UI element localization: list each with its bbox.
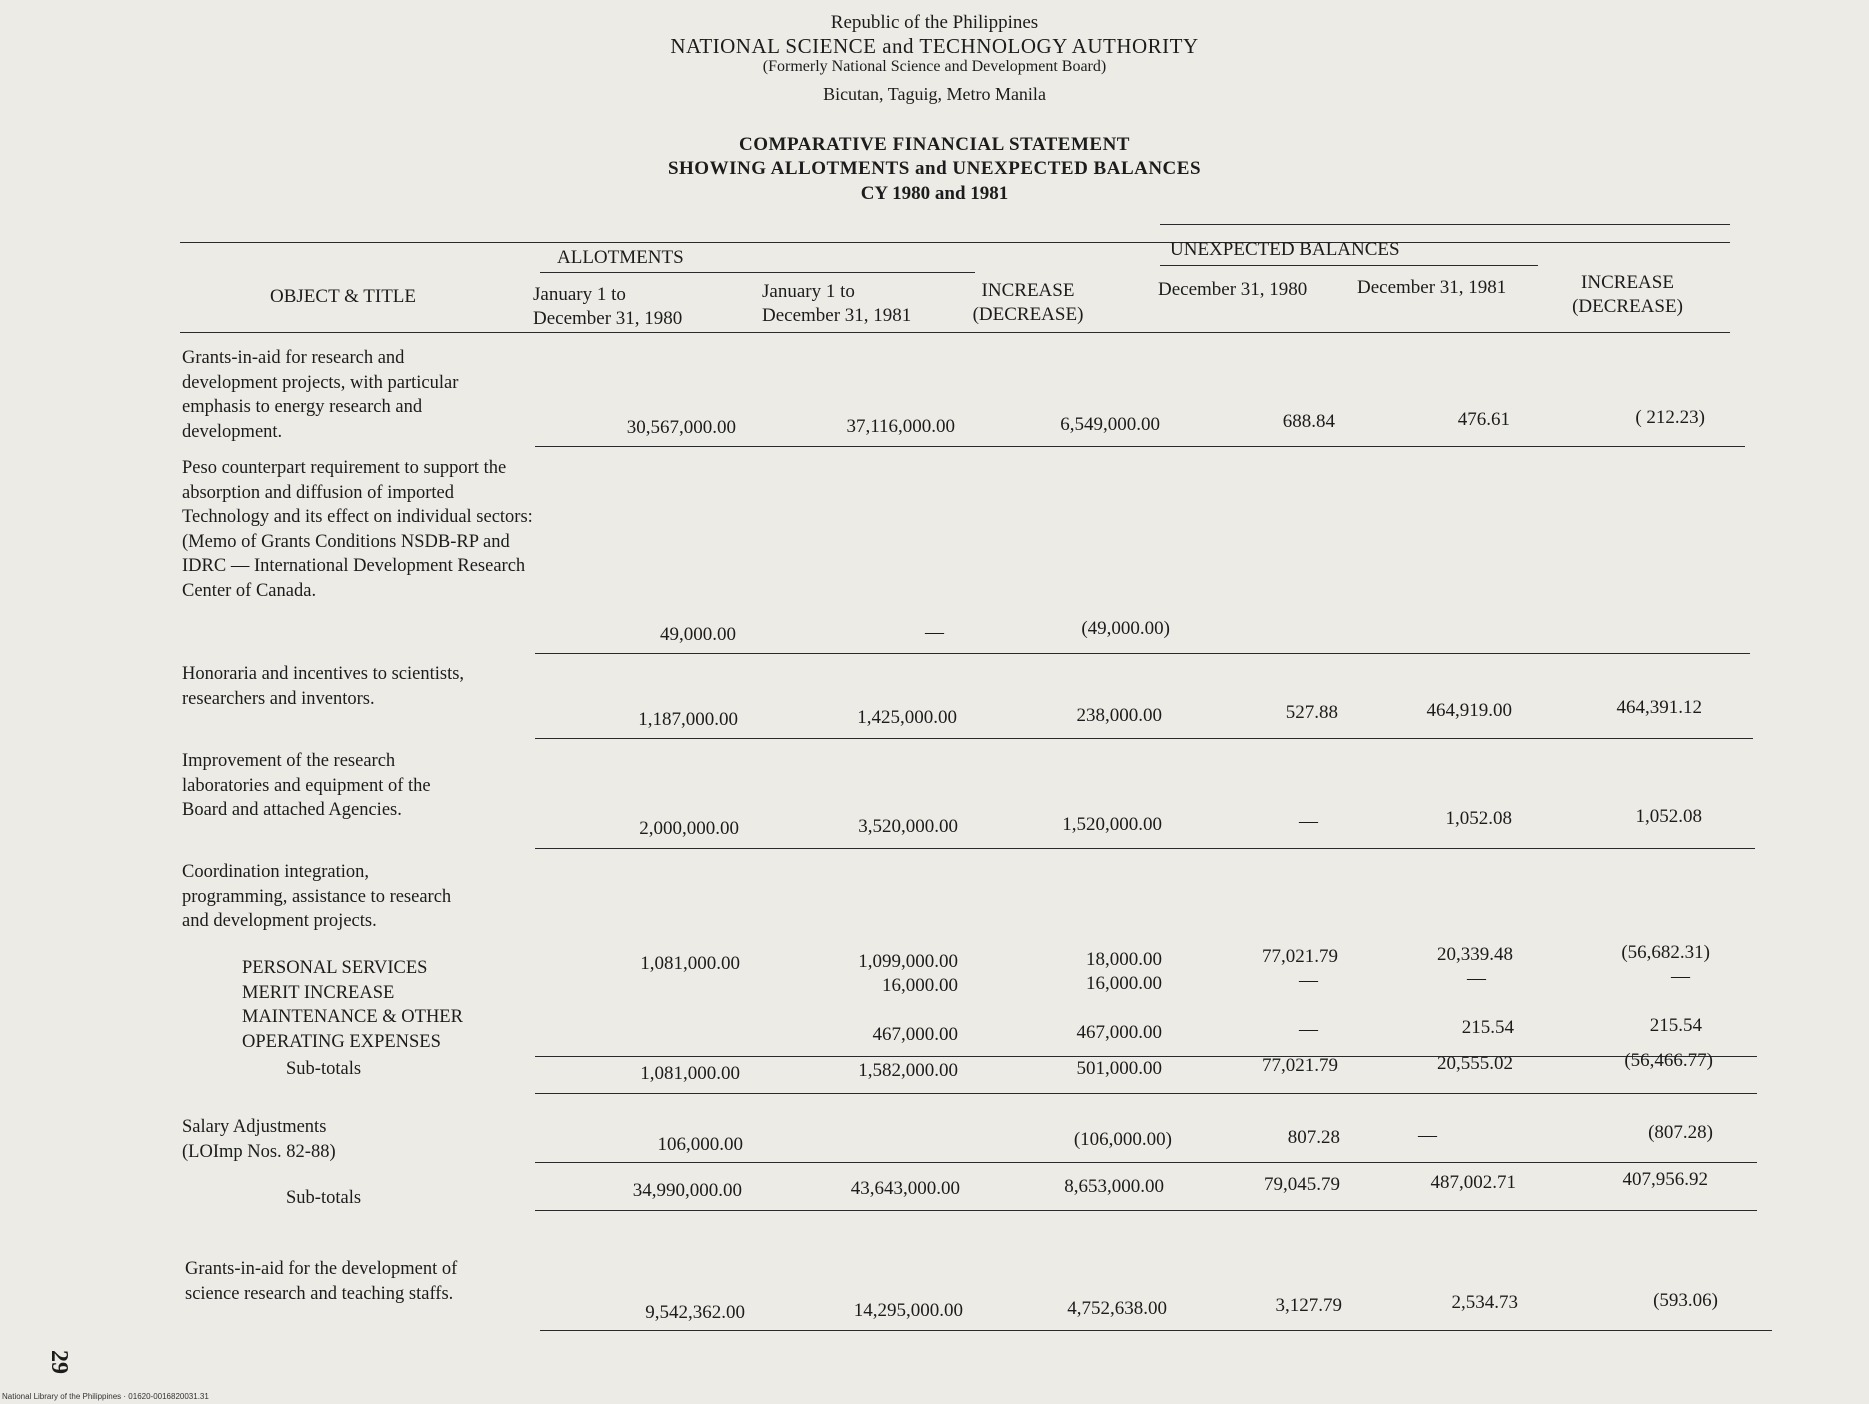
row5-maintenance-label-2: OPERATING EXPENSES — [242, 1031, 441, 1052]
row6-bal-1981: — — [1418, 1125, 1437, 1146]
row5-mo-bal-increase: 215.54 — [1649, 1015, 1702, 1036]
row5-mo-allot-increase: 467,000.00 — [1076, 1022, 1162, 1043]
row5-subtotal-label: Sub-totals — [286, 1059, 362, 1079]
row2-rule — [535, 653, 1750, 654]
row1-label: Grants-in-aid for research and development projects, with particular emphasis to energy research and development. — [182, 348, 459, 442]
col-allot-1981-heading-2: December 31, 1981 — [762, 305, 912, 326]
row6-label — [182, 1115, 442, 1164]
header-bottom-rule — [180, 332, 1730, 333]
row1-bal-increase: ( 212.23) — [1635, 407, 1705, 428]
row5-ps-bal-1981: 20,339.48 — [1437, 944, 1513, 965]
col-allot-1980-heading-2: December 31, 1980 — [533, 308, 683, 329]
row5-mi-allot-1981: 16,000.00 — [882, 975, 958, 996]
object-title-heading: OBJECT & TITLE — [270, 286, 417, 307]
row6-label-1: Salary Adjustments — [182, 1117, 327, 1137]
agency-address: Bicutan, Taguig, Metro Manila — [823, 84, 1046, 104]
subtotal-label: Sub-totals — [286, 1188, 362, 1208]
col-bal-increase-heading-2: (DECREASE) — [1572, 296, 1683, 317]
subtotal-bal-increase: 407,956.92 — [1622, 1169, 1708, 1190]
row2-allot-1980: 49,000.00 — [660, 624, 736, 645]
row2-allot-increase: (49,000.00) — [1081, 618, 1170, 639]
row5-sub-bal-1980: 77,021.79 — [1262, 1055, 1338, 1076]
row4-allot-increase: 1,520,000.00 — [1062, 814, 1162, 835]
row5-mo-bal-1980: — — [1299, 1019, 1318, 1040]
row7-allot-increase: 4,752,638.00 — [1067, 1298, 1167, 1319]
row5-ps-bal-1980: 77,021.79 — [1262, 946, 1338, 967]
row5-mo-allot-1981: 467,000.00 — [872, 1024, 958, 1045]
subtotal-allot-1980: 34,990,000.00 — [632, 1180, 742, 1201]
statement-title-2: SHOWING ALLOTMENTS and UNEXPECTED BALANCES — [667, 158, 1202, 179]
agency-former-name: (Formerly National Science and Development Board) — [762, 58, 1107, 75]
col-bal-1980-heading: December 31, 1980 — [1158, 279, 1308, 300]
row5-ps-allot-increase: 18,000.00 — [1086, 949, 1162, 970]
row1-allot-increase: 6,549,000.00 — [1060, 414, 1160, 435]
row3-allot-1980: 1,187,000.00 — [638, 709, 738, 730]
col-bal-increase-heading-1: INCREASE — [1581, 272, 1674, 293]
agency-name: NATIONAL SCIENCE and TECHNOLOGY AUTHORITY — [670, 34, 1199, 58]
subtotal-allot-1981: 43,643,000.00 — [850, 1178, 960, 1199]
row6-allot-increase: (106,000.00) — [1073, 1129, 1172, 1150]
footer-stamp: National Library of the Philippines · 01620-0016820031.31 — [2, 1392, 209, 1401]
col-allot-1981-heading — [762, 280, 911, 328]
col-allot-1980-heading — [533, 283, 682, 331]
row5-sub-bal-increase: (56,466.77) — [1624, 1050, 1713, 1071]
row4-allot-1981: 3,520,000.00 — [858, 816, 958, 837]
row5-sub-bal-1981: 20,555.02 — [1437, 1053, 1513, 1074]
row2-allot-1981: — — [925, 622, 944, 643]
row4-rule — [535, 848, 1755, 849]
row3-bal-increase: 464,391.12 — [1616, 697, 1702, 718]
row3-rule — [535, 738, 1753, 739]
row4-allot-1980: 2,000,000.00 — [639, 818, 739, 839]
row3-allot-1981: 1,425,000.00 — [857, 707, 957, 728]
row7-bal-1980: 3,127.79 — [1275, 1295, 1342, 1316]
row3-bal-1981: 464,919.00 — [1426, 700, 1512, 721]
allotments-rule — [540, 272, 975, 273]
row5-mi-bal-1980: — — [1299, 970, 1318, 991]
row6-allot-1980: 106,000.00 — [657, 1134, 743, 1155]
row7-bal-1981: 2,534.73 — [1451, 1292, 1518, 1313]
statement-title-3: CY 1980 and 1981 — [860, 183, 1009, 204]
row1-bal-1980: 688.84 — [1282, 411, 1335, 432]
row7-allot-1981: 14,295,000.00 — [853, 1300, 963, 1321]
row4-label: Improvement of the research laboratories and equipment of the Board and attached Agencies. — [182, 751, 431, 820]
row4-bal-increase: 1,052.08 — [1635, 806, 1702, 827]
subtotal-allot-increase: 8,653,000.00 — [1064, 1176, 1164, 1197]
row5-mi-bal-1981: — — [1467, 968, 1486, 989]
row6-bal-increase: (807.28) — [1648, 1122, 1713, 1143]
row7-rule — [540, 1330, 1772, 1331]
page-number: 29 — [46, 1350, 72, 1374]
row5-personal-services-label: PERSONAL SERVICES — [242, 958, 428, 978]
row7-bal-increase: (593.06) — [1653, 1290, 1718, 1311]
col-bal-increase-heading — [1555, 271, 1700, 319]
subtotal-bal-1981: 487,002.71 — [1430, 1172, 1516, 1193]
row4-bal-1980: — — [1299, 811, 1318, 832]
row6-rule — [535, 1162, 1757, 1163]
statement-title-1: COMPARATIVE FINANCIAL STATEMENT — [739, 134, 1130, 155]
col-allot-increase-heading-2: (DECREASE) — [972, 304, 1084, 325]
row1-rule — [535, 446, 1745, 447]
row5-maintenance-label — [242, 1005, 463, 1054]
row5-mo-bal-1981: 215.54 — [1461, 1017, 1514, 1038]
row3-allot-increase: 238,000.00 — [1076, 705, 1162, 726]
col-allot-increase-heading-1: INCREASE — [981, 280, 1075, 301]
row5-subtotal-rule — [535, 1093, 1757, 1094]
balances-rule — [1160, 265, 1538, 266]
republic-line: Republic of the Philippines — [830, 12, 1039, 33]
subtotal-rule — [535, 1210, 1757, 1211]
row3-label: Honoraria and incentives to scientists, researchers and inventors. — [182, 664, 465, 709]
col-allot-1980-heading-1: January 1 to — [533, 284, 626, 305]
col-allot-increase-heading — [958, 279, 1098, 327]
table-top-rule — [180, 242, 1730, 243]
row6-bal-1980: 807.28 — [1287, 1127, 1340, 1148]
row3-bal-1980: 527.88 — [1285, 702, 1338, 723]
row5-label: Coordination integration, programming, assistance to research and development projects. — [182, 862, 452, 931]
row6-label-2: (LOImp Nos. 82-88) — [182, 1141, 336, 1162]
row1-bal-1981: 476.61 — [1457, 409, 1510, 430]
row1-allot-1980: 30,567,000.00 — [626, 417, 736, 438]
unexpected-balances-heading: UNEXPECTED BALANCES — [1170, 239, 1400, 260]
row7-allot-1980: 9,542,362.00 — [645, 1302, 745, 1323]
row1-allot-1981: 37,116,000.00 — [846, 416, 955, 437]
col-bal-1981-heading: December 31, 1981 — [1357, 277, 1507, 298]
row5-maintenance-label-1: MAINTENANCE & OTHER — [242, 1007, 463, 1027]
row5-merit-increase-label: MERIT INCREASE — [242, 983, 395, 1003]
row7-label: Grants-in-aid for the development of science research and teaching staffs. — [185, 1259, 458, 1304]
row5-ps-allot-1981: 1,099,000.00 — [858, 951, 958, 972]
row5-mi-bal-increase: — — [1671, 966, 1690, 987]
row4-bal-1981: 1,052.08 — [1445, 808, 1512, 829]
row5-sub-allot-1981: 1,582,000.00 — [858, 1060, 958, 1081]
row5-ps-bal-increase: (56,682.31) — [1621, 942, 1710, 963]
row5-sub-allot-increase: 501,000.00 — [1076, 1058, 1162, 1079]
allotments-heading: ALLOTMENTS — [557, 247, 684, 268]
row5-sub-allot-1980: 1,081,000.00 — [640, 1063, 740, 1084]
row5-ps-allot-1980: 1,081,000.00 — [640, 953, 740, 974]
col-allot-1981-heading-1: January 1 to — [762, 281, 855, 302]
table-top-rule-right — [1160, 224, 1730, 225]
row2-label: Peso counterpart requirement to support the absorption and diffusion of imported Technology and its effect on individual sectors: (Memo of Grants Conditions NSDB-RP and IDRC — International Development Research Center of Canada. — [182, 458, 533, 601]
row5-mi-allot-increase: 16,000.00 — [1086, 973, 1162, 994]
subtotal-bal-1980: 79,045.79 — [1264, 1174, 1340, 1195]
